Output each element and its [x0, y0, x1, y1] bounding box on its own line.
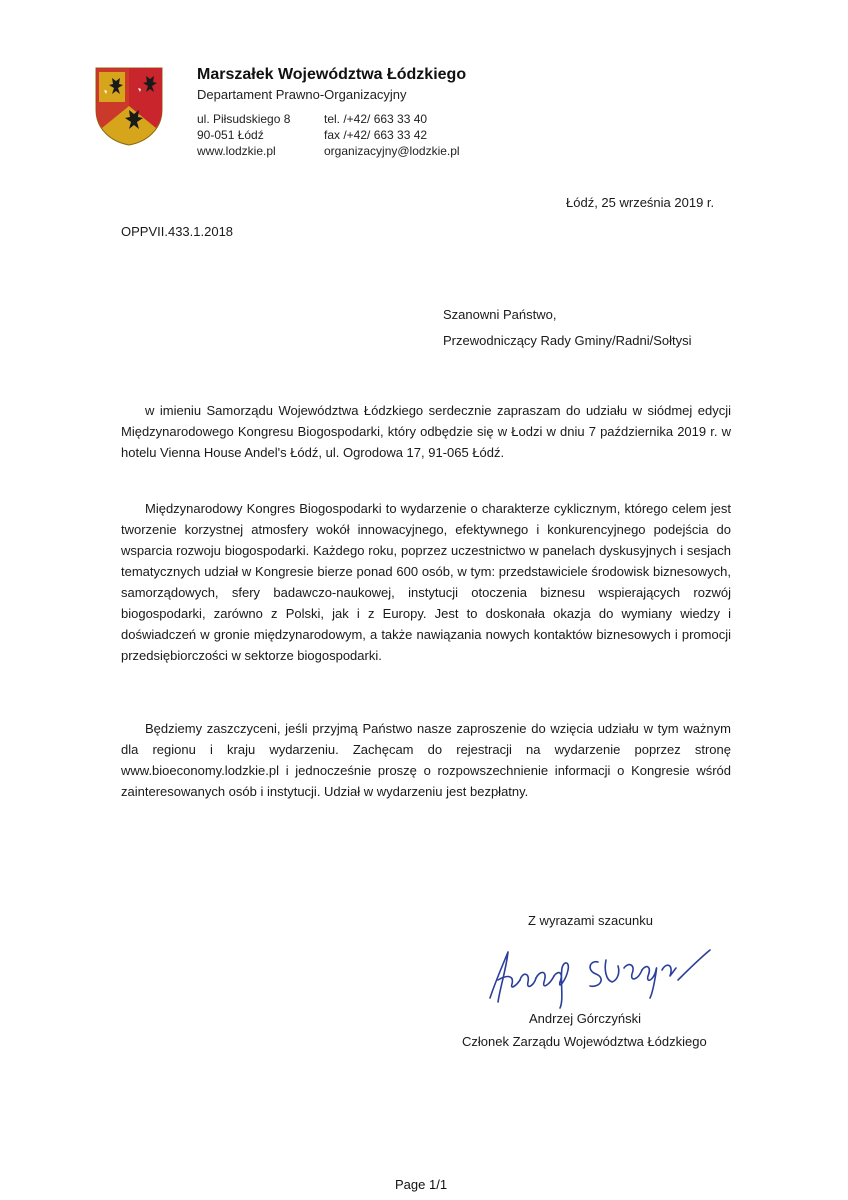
- address-website: www.lodzkie.pl: [197, 144, 276, 158]
- salutation: Szanowni Państwo,: [443, 307, 557, 322]
- body-paragraph-3: Będziemy zaszczyceni, jeśli przyjmą Państwo nasze zaproszenie do wzięcia udziału w tym ważnym dla regionu i kraju wydarzeniu. Zachęcam do rejestracji na wydarzenie poprzez stronę www.bioeconomy.lodzkie.pl i jednocześnie proszę o rozpowszechnienie informacji o Kongresie wśród zainteresowanych osób i instytucji. Udział w wydarzeniu jest bezpłatny.: [121, 721, 731, 799]
- department-name: Departament Prawno-Organizacyjny: [197, 87, 407, 102]
- contact-phone: tel. /+42/ 663 33 40: [324, 112, 428, 126]
- page-number: Page 1/1: [395, 1177, 448, 1192]
- signer-name: Andrzej Górczyński: [529, 1011, 641, 1026]
- address-street: ul. Piłsudskiego 8: [197, 112, 291, 126]
- signature-icon: [478, 940, 718, 1010]
- address-block: [197, 111, 290, 159]
- contact-block: [324, 111, 460, 159]
- org-name: Marszałek Województwa Łódzkiego: [197, 66, 467, 83]
- body-paragraph-1: w imieniu Samorządu Województwa Łódzkiego serdecznie zapraszam do udziału w siódmej edycji Międzynarodowego Kongresu Biogospodarki, który odbędzie się w Łodzi w dniu 7 października 2019 r. w hotelu Vienna House Andel's Łódź, ul. Ogrodowa 17, 91-065 Łódź.: [121, 403, 731, 460]
- coat-of-arms-icon: [94, 66, 164, 146]
- addressee-block: [443, 302, 692, 354]
- letter-date: Łódź, 25 września 2019 r.: [566, 195, 715, 210]
- body-paragraph-2: Międzynarodowy Kongres Biogospodarki to wydarzenie o charakterze cyklicznym, którego celem jest tworzenie korzystnej atmosfery wokół innowacyjnego, efektywnego i konkurencyjnego podejścia do wsparcia rozwoju biogospodarki. Każdego roku, poprzez uczestnictwo w panelach dyskusyjnych i sesjach tematycznych udział w Kongresie bierze ponad 600 osób, w tym: przedstawiciele środowisk biznesowych, samorządowych, sfery badawczo-naukowej, instytucji otoczenia biznesu wspierających rozwój biogospodarki, zarówno z Polski, jak i z Europy. Jest to doskonała okazja do wymiany wiedzy i doświadczeń w gronie międzynarodowym, a także nawiązania nowych kontaktów biznesowych i promocji przedsiębiorczości w sektorze biogospodarki.: [121, 501, 731, 663]
- address-city: 90-051 Łódź: [197, 128, 264, 142]
- contact-email: organizacyjny@lodzkie.pl: [324, 144, 460, 158]
- contact-fax: fax /+42/ 663 33 42: [324, 128, 428, 142]
- recipient: Przewodniczący Rady Gminy/Radni/Sołtysi: [443, 333, 692, 348]
- closing-line: Z wyrazami szacunku: [528, 913, 653, 928]
- signer-role: Członek Zarządu Województwa Łódzkiego: [462, 1034, 707, 1049]
- reference-number: OPPVII.433.1.2018: [121, 224, 234, 239]
